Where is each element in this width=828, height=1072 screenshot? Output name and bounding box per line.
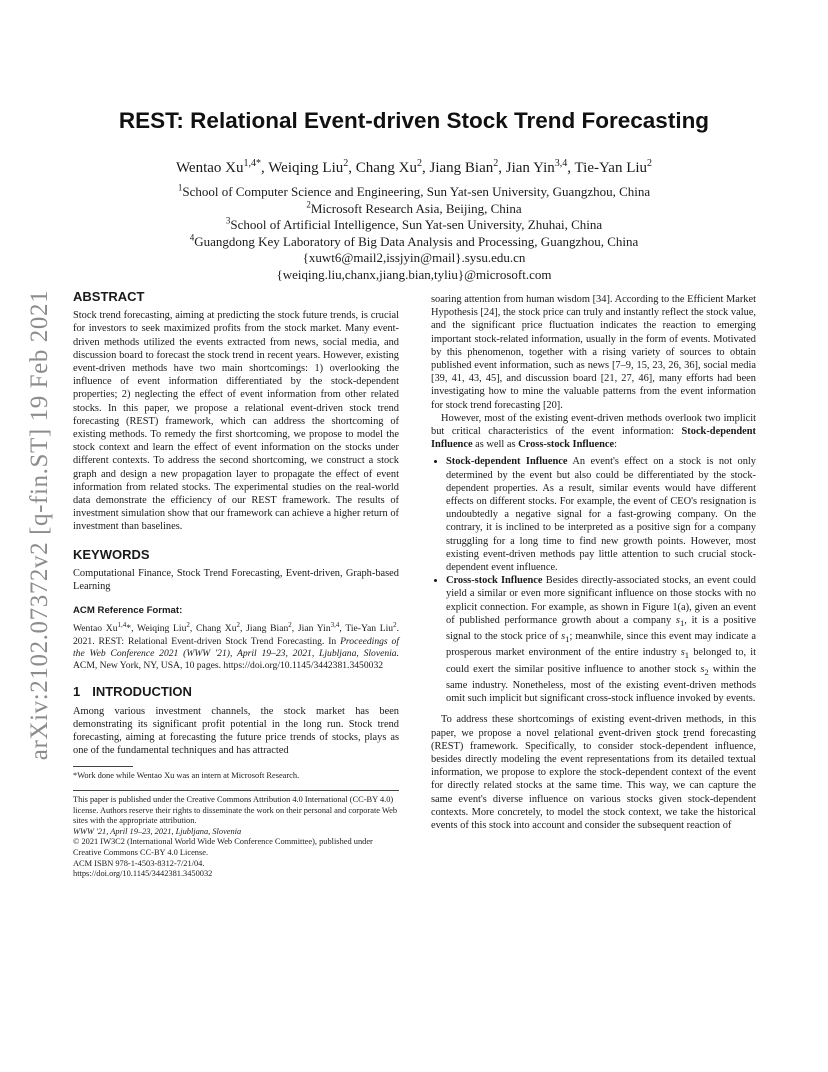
author-name: , Jiang Bian — [422, 160, 494, 176]
abstract-heading: ABSTRACT — [73, 289, 145, 304]
keywords-heading: KEYWORDS — [73, 546, 150, 562]
isbn-line: ACM ISBN 978-1-4503-8312-7/21/04. — [73, 858, 205, 868]
doi-line: https://doi.org/10.1145/3442381.3450032 — [73, 869, 213, 879]
footnote-rule — [73, 766, 133, 767]
author-affiliation-mark: 1,4* — [243, 158, 261, 169]
author-name: , Jian Yin — [498, 160, 555, 176]
author-name: , Chang Xu — [348, 160, 417, 176]
paper-title: REST: Relational Event-driven Stock Trend Forecasting — [118, 108, 710, 133]
acm-reference-heading: ACM Reference Format: — [73, 605, 183, 617]
author-affiliation-mark: 2 — [493, 158, 499, 169]
abstract-text: Stock trend forecasting, aiming at predicting the stock future trends, is crucial for investors to seek maximized profits from the stock market. Many event-driven methods utilized the events extracted from news, social media, and discussion board to forecast the stock trend in recent years. However, existing event-driven methods have two main shortcomings: 1) overlooking the influence of event information differentiated by the stock-dependent properties; 2) neglecting the effect of event information from other related stocks. In this paper, we propose a relational event-driven stock trend forecasting (REST) framework, which can address the shortcoming of existing methods. To remedy the first shortcoming, we propose to model the stock context and learn the effect of event information on the stocks under different contexts. To address the second shortcoming, we construct a stock graph and design a new propagation layer to propagate the effect of event information from related stocks. The experimental studies on the real-world data demonstrate the efficiency of our REST framework. The results of investment simulation show that our framework can achieve a higher return of investment than baselines. — [73, 310, 399, 533]
footnote: *Work done while Wentao Xu was an intern at Microsoft Research. — [73, 771, 300, 781]
introduction-paragraph: Among various investment channels, the stock market has been demonstrating its significant profit potential in the long run. Stock trend forecasting, aiming at forecasting the future price trends of stocks, plays as one of the fundamental techniques and has attracted — [73, 705, 399, 757]
license-rule — [73, 790, 399, 791]
intro-paragraph-continued: soaring attention from human wisdom [34]. According to the Efficient Market Hypothesis [24], the stock price can truly and instantly reflect the stock value, and the significant price fluctuation indicates the reaction to emerging important stock-related information, usually in the form of events. Motivated by this phenomenon, together with a rising variety of sources to obtain published event information, such as news [7–9, 15, 23, 26, 36], social media [39, 41, 43, 45], and discussion board [21, 27, 46], many efforts had been investigating how to mine the valuable patterns from the event information for stock trend forecasting [20]. — [431, 294, 756, 411]
affiliation-list — [0, 184, 828, 283]
acm-reference-text: Wentao Xu$^{1,4}$*, Weiqing Liu$^2$, Chang Xu$^2$, Jiang Bian$^2$, Jian Yin$^{3,4}$, Tie-Yan Liu$^2$. 2021. REST: Relational Event-driven Stock Trend Forecasting. In Proceedings of the Web Conference 2021 (WWW '21), April 19–23, 2021, Ljubljana, Slovenia. ACM, New York, NY, USA, 10 pages. https://doi.org/10.1145/3442381.3450032 — [73, 621, 399, 672]
introduction-heading: 1 INTRODUCTION — [73, 684, 192, 700]
intro-paragraph-proposal: To address these shortcomings of existing event-driven methods, in this paper, we propose a novel relational event-driven stock trend forecasting (REST) framework. Specifically, to consider stock-dependent influence, besides directly modeling the event representations from its detailed textual information, we propose to explore the stock-dependent context of the event for directly related stocks at the same time. This way, we can capture the same event's diverse influence on various stocks given stock-dependent contexts. More concretely, to model the stock context, we take the historical events of this stock into account and consider the subsequent reaction of — [431, 714, 756, 832]
author-list — [0, 160, 828, 177]
arxiv-identifier: arXiv:2102.07372v2 [q-fin.ST] 19 Feb 2021 — [26, 289, 53, 761]
intro-paragraph-shortcomings: However, most of the existing event-driven methods overlook two implicit but critical characteristics of the event information: Stock-dependent Influence as well as Cross-stock Influence: — [431, 412, 756, 451]
author-affiliation-mark: 3,4 — [554, 158, 568, 169]
affiliation-line: $^2$Microsoft Research Asia, Beijing, China — [306, 199, 522, 216]
author-name: Wentao Xu — [175, 160, 244, 176]
arxiv-sidebar-stamp — [22, 285, 58, 765]
author-email: {weiqing.liu,chanx,jiang.bian,tyliu}@microsoft.com — [276, 266, 552, 282]
affiliation-line: $^4$Guangdong Key Laboratory of Big Data Analysis and Processing, Guangzhou, China — [189, 232, 639, 249]
bullet-cross-stock: • Cross-stock Influence Besides directly-associated stocks, an event could yield a similar or even more significant influence on those stocks with no explicit connection. For example, as shown in Figure 1(a), given an event of published performance growth about a company $s_1$, it is a positive signal to the stock price of $s_1$; meanwhile, since this event may indicate a prosperous market environment of the entire industry $s_1$ belonged to, it could exert the similar positive influence to another stock $s_2$ within the same industry. Nonetheless, most of the existing event-driven methods omit such implicit but significant cross-stock influence invoked by events. — [446, 574, 756, 705]
copyright-line: © 2021 IW3C2 (International World Wide Web Conference Committee), published under Creative Commons CC-BY 4.0 License. — [73, 837, 373, 858]
conference-line: WWW '21, April 19–23, 2021, Ljubljana, Slovenia — [73, 826, 242, 836]
keywords-text: Computational Finance, Stock Trend Forecasting, Event-driven, Graph-based Learning — [73, 567, 399, 593]
license-text: This paper is published under the Creative Commons Attribution 4.0 International (CC-BY 4.0) license. Authors reserve their rights to disseminate the work on their personal and corporate Web sites with the appropriate attribution. — [73, 795, 398, 826]
author-email: {xuwt6@mail2,issjyin@mail}.sysu.edu.cn — [302, 250, 526, 265]
author-name: , Weiqing Liu — [260, 160, 344, 176]
affiliation-line: $^1$School of Computer Science and Engineering, Sun Yat-sen University, Guangzhou, China — [177, 182, 651, 199]
author-affiliation-mark: 2 — [343, 158, 349, 169]
influence-bullet-list — [431, 455, 756, 705]
affiliation-line: $^3$School of Artificial Intelligence, Sun Yat-sen University, Zhuhai, China — [225, 215, 603, 232]
bullet-stock-dependent: • Stock-dependent Influence An event's effect on a stock is not only determined by the event but also could be differentiated by the stock-dependent properties. As a result, similar events would have different effects on different stocks. For example, the event of CEO's resignation is undoubtedly a negative signal for a fast-growing company. On the contrary, it is inclined to be interpreted as a positive sign for a company struggling for a long time to find new growth points. However, most existing event-driven methods pay little attention to such crucial stock-dependent event influence. — [446, 455, 756, 574]
author-affiliation-mark: 2 — [417, 158, 422, 169]
license-block — [73, 795, 399, 880]
left-column — [73, 290, 399, 880]
author-name: , Tie-Yan Liu — [567, 160, 648, 176]
right-column — [431, 293, 756, 832]
author-affiliation-mark: 2 — [647, 158, 653, 169]
